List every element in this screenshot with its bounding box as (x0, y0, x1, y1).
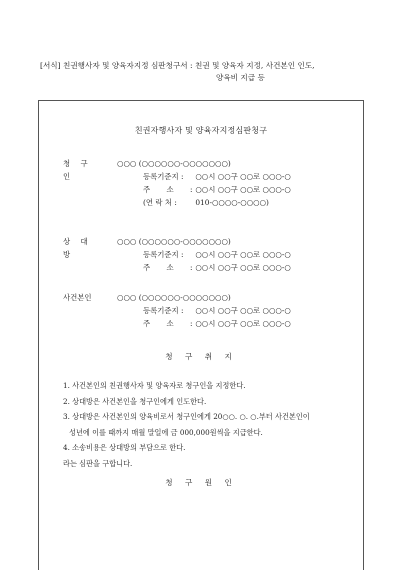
party-phone-row (117, 196, 357, 209)
party-address-row (117, 317, 357, 330)
address-label: 주 소 : (143, 263, 200, 272)
address-label: 주 소 : (143, 185, 200, 194)
registry-label: 등록기준지 : (143, 306, 184, 315)
document-title: 친권자행사자 및 양육자지정심판청구 (134, 126, 268, 135)
party-role: 청 구 인 (63, 159, 92, 181)
document-frame (38, 100, 364, 570)
party-name: ○○○ (○○○○○○-○○○○○○○) (117, 293, 231, 302)
registry-value: ○○시 ○○구 ○○로 ○○○-○ (195, 250, 291, 259)
party-role: 사건본인 (63, 293, 92, 302)
phone-label: (연 락 처 : (143, 198, 177, 207)
party-role: 상 대 방 (63, 237, 92, 259)
party-address-row (117, 183, 357, 196)
registry-label: 등록기준지 : (143, 250, 184, 259)
cause-heading: 청 구 원 인 (165, 478, 237, 487)
address-value: ○○시 ○○구 ○○로 ○○○-○ (195, 319, 291, 328)
registry-value: ○○시 ○○구 ○○로 ○○○-○ (195, 306, 291, 315)
phone-value: 010-○○○○-○○○○) (195, 198, 269, 207)
claim-item: 2. 상대방은 사건본인을 청구인에게 인도한다. (63, 396, 207, 406)
party-registry-row (117, 304, 357, 317)
claim-item-continued: 성년에 이를 때까지 매월 말일에 금 000,000원씩을 지급한다. (69, 427, 263, 437)
claim-item: 1. 사건본인의 친권행사자 및 양육자로 청구인을 지정한다. (63, 381, 246, 390)
party-name: ○○○ (○○○○○○-○○○○○○○) (117, 159, 231, 168)
party-name: ○○○ (○○○○○○-○○○○○○○) (117, 237, 231, 246)
party-address-row (117, 261, 357, 274)
claim-item: 4. 소송비용은 상대방의 부담으로 한다. (63, 443, 186, 452)
purpose-heading: 청 구 취 지 (165, 352, 237, 361)
party-registry-row (117, 248, 357, 261)
address-value: ○○시 ○○구 ○○로 ○○○-○ (195, 263, 291, 272)
registry-label: 등록기준지 : (143, 172, 184, 181)
address-label: 주 소 : (143, 319, 200, 328)
registry-value: ○○시 ○○구 ○○로 ○○○-○ (195, 172, 291, 181)
caption-line-1: [서식] 친권행사자 및 양육자지정 심판청구서 : 친권 및 양육자 지정, 사건본인 인도, (40, 61, 315, 70)
claims-list (63, 378, 353, 471)
caption-line-2: 양육비 지급 등 (216, 73, 265, 82)
address-value: ○○시 ○○구 ○○로 ○○○-○ (195, 185, 291, 194)
form-caption (40, 60, 370, 84)
claim-closing: 라는 심판을 구합니다. (63, 458, 133, 468)
claim-item: 3. 상대방은 사건본인의 양육비로서 청구인에게 20○○. ○. ○.부터 사건본인이 (63, 412, 310, 421)
party-registry-row (117, 170, 357, 183)
